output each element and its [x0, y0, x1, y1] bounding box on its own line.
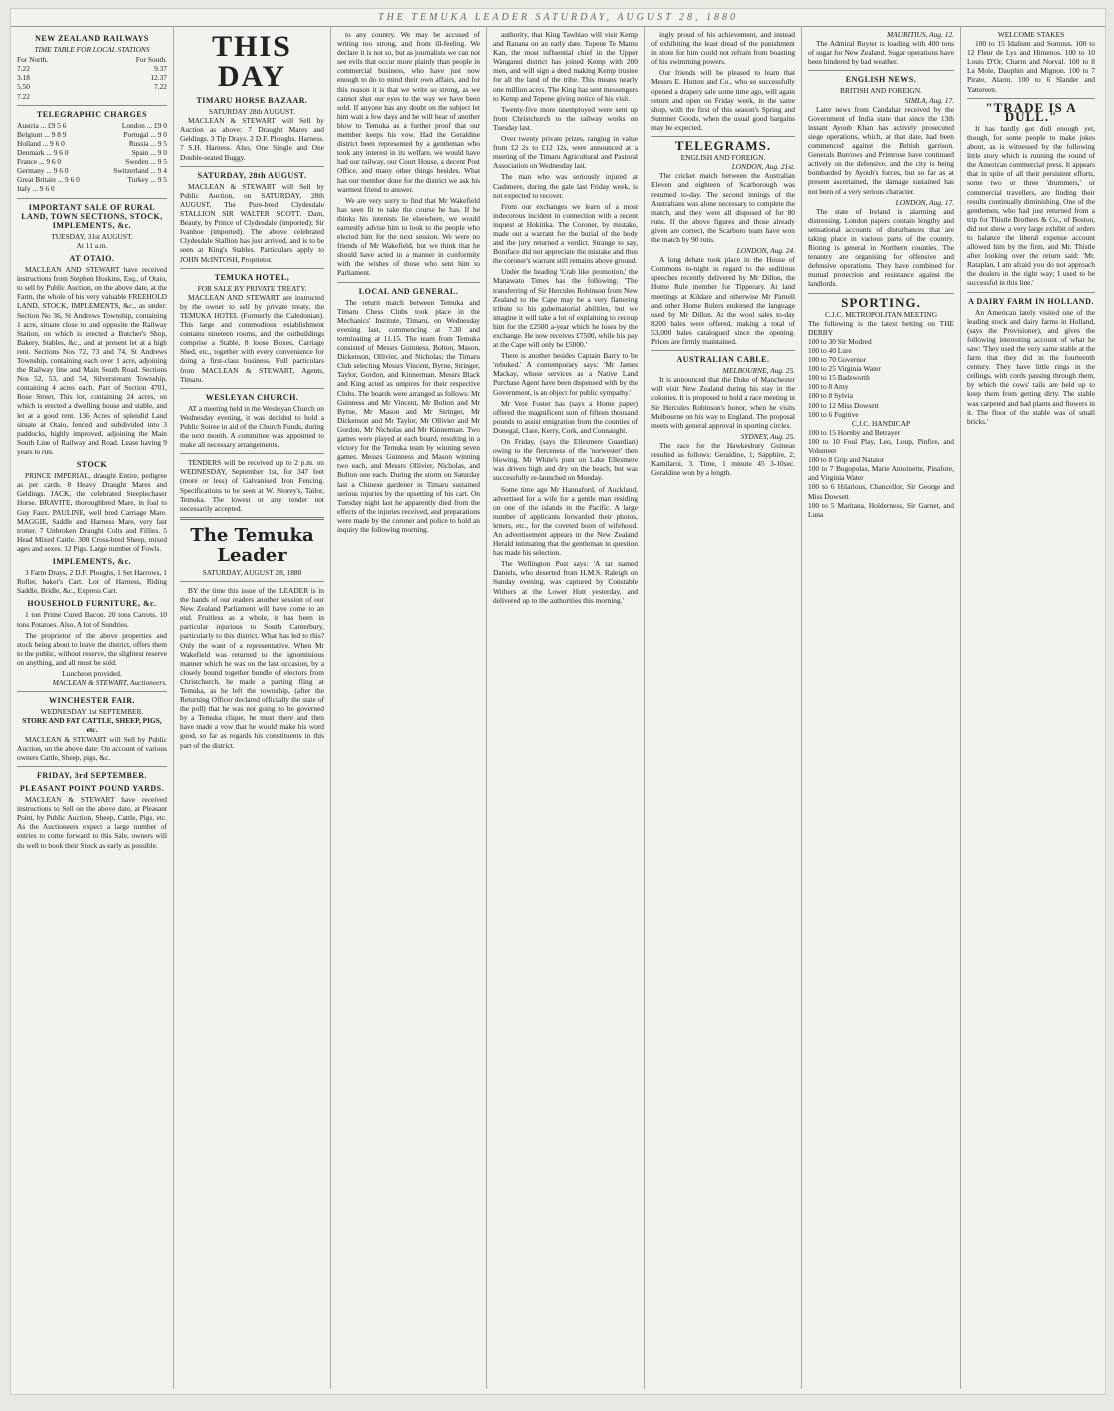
telegraph-row	[17, 166, 167, 175]
article-body: authority, that King Tawhiao will visit Kemp and Ranana on an early date. Topene Te Mamu Kan, the most influential chief in the Upper Wanganui district has joined Kemp with 200 men, and will sign a deed making Kemp trustee for all the land of the tribe. This means nearly one million acres. The King has sent messengers to Kemp and Topene giving notice of his visit.	[493, 30, 638, 103]
sporting-intro: The following is the latest betting on THE DERBY	[808, 318, 954, 337]
dateline: LONDON, Aug. 17.	[895, 197, 954, 207]
sporting-subtitle: C.J.C. METROPOLITAN MEETING	[824, 309, 938, 319]
rate: Holland ... 9 6 0	[17, 138, 65, 148]
column-3	[331, 27, 487, 1389]
stock-body: PRINCE IMPERIAL, draught Entire, pedigree as per cards. 8 Heavy Draught Mares and Geldings. JACK, the celebrated Steeplechaser Horse. BRAVITE, thoroughbred Mare, in foal to Guy Faux. PAULINE, well bred Carriage Mare. MAGGIE, Saddle and Harness Mare, very fast trotter. 7 Unbroken Draught Colts and Fillies. 5 Head Mixed Cattle. 300 Cross-bred Sheep, mixed ages and sexes. 12 Pigs. Large number of Fowls.	[17, 471, 167, 553]
telegraph-title: TELEGRAPHIC CHARGES	[36, 109, 148, 119]
luncheon-note: Luncheon provided.	[62, 669, 122, 678]
household-body: 1 ton Prime Cured Bacon. 20 tons Carrots. 10 tons Potatoes. Also, A lot of Sundries.	[17, 610, 167, 629]
column-7	[961, 27, 1101, 1389]
fair-date: WEDNESDAY 1st SEPTEMBER.	[40, 707, 144, 717]
divider	[17, 198, 167, 199]
trade-dull-body: It has hardly got dull enough yet, though, for some people to make jokes about, as is witnessed by the following little story which is running the round of the American commercial press. It appears that in spite of all their persistent efforts, some two or three 'drummers,' or commercial travellers, are finding their results continually diminishing. One of the gentlemen, who had just returned from a trip for Thistle Brothers & Co., of Boston, did not show a very large exhibit of orders to balance the liberal expense account allowed him by the firm, and Mr. Thistle after looking over the return said: 'Mr. Rataplan, I am afraid you do not approach the dealers in the right way; I used to be successful in this line.'	[967, 123, 1095, 288]
rate: Great Britain ... 9 6 0	[17, 175, 80, 185]
article-body: We are very sorry to find that Mr Wakefield has seen fit to take the course he has. If he thinks his interests lie elsewhere, we would earnestly advise him to look to the people who elected him for the next session. We were no friends of Mr Wakefield, but we think that he should have acted in a manner in conformity with the wishes of those who sent him to Parliament.	[337, 195, 480, 278]
pound-title: PLEASANT POINT POUND YARDS.	[19, 783, 165, 793]
time-south: 12.37	[150, 73, 167, 83]
divider	[337, 282, 480, 283]
dateline: MELBOURNE, Aug. 25.	[722, 366, 795, 376]
leader-body: BY the time this issue of the LEADER is in the hands of our readers another session of our New Zealand Parliament will have come to an end. Fruitless as a whole, it has been in particular injurious to South Canterbury, particularly to this district. What has led to this? Only the want of a representative. When Mr Wakefield was returned to the ignominious manner which he was on the last occasion, by a closely bound together bundle of electors from Christchurch, he made a parting fling at Temuka, as he left the township, (after the Returning Officer declared officially the state of the poll) that he was not going to be governed by a Temuka clique, he must there and then have made a vow that he would make his word good, so far as regards his constituents in this part of the district.	[180, 585, 324, 750]
news-body: Later news from Candahar received by the Government of India state that since the 13th instant Ayoub Khan has actively prosecuted siege operations, which, at that date, had been commenced against the British garrison. Generals Burrows and Primrose have continued actively on the defensive, and the city is being bombarded by Ayoub's forces, but so far as at present ascertained, the damage sustained has not been of a very serious character.	[808, 104, 954, 196]
article-body: to any country. We may be accused of writing too strong, and from ill-feeling. We declare it is not so, but as journalists we can not see evils that occur more plainly than people in commercial business, who have just now enough to do to mind their own affairs, and for this reason it is that we write so strong, as we cannot shut our eyes to the way we have been sold. If anyone has any doubt on the subject let him wait a few days and he will hear of another blow to Temuka as a further proof that our member keeps his vow. Had the Geraldine district been represented by a gentleman who took any interest in its welfare, we would have had our railway, our Court House, a decent Post Office, and many other things besides. What has our member done for the district we ask his warmest friend to answer.	[337, 30, 480, 194]
fair-subtitle: STORE AND FAT CATTLE, SHEEP, PIGS, etc.	[22, 716, 162, 735]
dateline: LONDON, Aug. 21st.	[731, 162, 795, 172]
rate: Spain ... 9 0	[131, 148, 167, 158]
divider	[17, 766, 167, 767]
welcome-stakes-body: 100 to 15 Idalium and Somnus. 100 to 12 Fleur de Lys and Himenos. 100 to 10 Louis D'Or, Charm and Norval. 100 to 8 La Mole, Dauphin and Mignon. 100 to 7 Pirate, Alarm. 100 to 6 Slander and Yattereen.	[967, 39, 1095, 94]
divider	[17, 105, 167, 106]
local-general-title: LOCAL AND GENERAL.	[358, 286, 459, 296]
telegraph-row	[17, 184, 167, 193]
divider	[180, 166, 324, 167]
betting-line: 100 to 25 Virginia Water	[808, 364, 881, 374]
article-body: Mr Vere Foster has (says a Home paper) offered the magnificent sum of fifteen thousand pounds to assist emigration from the counties of Donegal, Clare, Kerry, Cork, and Connaught.	[493, 398, 638, 435]
telegraph-row	[17, 148, 167, 157]
article-body: On Friday, (says the Ellesmere Guardian) owing to the fierceness of the 'norwester' then blowing, Mr White's punt on Lake Ellesmere was driven high and dry on the beach, but was successfully re-launched on Monday.	[493, 437, 638, 483]
dateline: SIMLA, Aug. 17.	[904, 95, 954, 105]
implements-body: 3 Farm Drays, 2 D.F. Ploughs, 1 Set Harrows, 1 Roller, baker's Cart. Lot of Harness, Riding Saddle, Bridle, &c., Express Cart.	[17, 568, 167, 596]
dateline: LONDON, Aug. 24.	[736, 246, 795, 256]
article-body: ingly proud of his achievement, and instead of exhibiting the least dread of the punishment in store for him could not refrain from boasting of his swimming powers.	[651, 30, 795, 67]
times-north-head: For North.	[17, 55, 49, 65]
divider	[180, 388, 324, 389]
rate: Denmark ... 9 6 0	[17, 148, 69, 158]
betting-line: 100 to 6 Hilarious, Chancellor, Sir George and Miss Dowsett	[808, 482, 954, 501]
divider	[808, 293, 954, 294]
betting-line: 100 to 7 Bugopolas, Marie Antoinette, Pinafore, and Virginia Water	[808, 464, 954, 483]
column-1	[11, 27, 174, 1389]
telegram-body: The cricket match between the Australian Eleven and eighteen of Scarborough was resumed to-day. The second innings of the Australians was alone necessary to complete the match, and they were all disposed of for 80 runs. If the above figures and those already given are correct, the Scarboro team have won the match by 90 runs.	[651, 171, 795, 244]
telegraph-row	[17, 175, 167, 184]
bazaar-ad: MACLEAN & STEWART will Sell by Auction as above: 7 Draught Mares and Geldings. 3 Tip Drays. 2 D.F. Ploughs. Harness. 7 S.H. Harness. Also, One Single and One Double-seated Buggy.	[180, 116, 324, 162]
time-north: 5.50	[17, 82, 30, 92]
rate: Russia ... 9 5	[128, 138, 167, 148]
stallion-date: SATURDAY, 28th AUGUST.	[197, 170, 307, 180]
page-masthead: THE TEMUKA LEADER SATURDAY, AUGUST 28, 1880	[11, 9, 1105, 27]
betting-line: 100 to 5 Maritana, Holderness, Sir Garnet, and Luna	[808, 500, 954, 519]
telegraph-row	[17, 130, 167, 139]
handicap-title: C.J.C. HANDICAP	[851, 418, 911, 428]
rate: Austria ... £9 5 6	[17, 120, 67, 130]
betting-line: 100 to 15 Badsworth	[808, 373, 870, 383]
divider	[180, 517, 324, 520]
cable-body: The race for the Hawkesbury Guineas resulted as follows: Geraldine, 1; Sapphire, 2; Kamilaroi, 3. Time, 1 minute 45 3-10sec. Geraldine won by a length.	[651, 440, 795, 478]
betting-line: 100 to 15 Hornby and Betrayer	[808, 427, 901, 437]
cable-body: It is announced that the Duke of Manchester will visit New Zealand during his stay in the colonies. It is proposed to hold a race meeting in Sir Hercules Robinson's honor, when he visits Melbourne on his way to England. The proposal meets with general approval in sporting circles.	[651, 375, 795, 430]
divider	[180, 453, 324, 454]
betting-line: 100 to 40 Lure	[808, 346, 852, 355]
rate: London ... £9 0	[121, 120, 167, 130]
handicap-list	[808, 428, 954, 519]
friday-date: FRIDAY, 3rd SEPTEMBER.	[37, 770, 147, 780]
article-body: Our friends will be pleased to learn that Messrs E. Hutton and Co., who so successfully opened a drapery sale some time ago, will again return and open on Friday week, in the same shop, with the first of this season's Spring and Summer Goods, when the usual good bargains may be expected.	[651, 68, 795, 132]
fair-title: WINCHESTER FAIR.	[48, 696, 136, 706]
column-5	[645, 27, 802, 1389]
telegraph-row	[17, 139, 167, 148]
column-2	[174, 27, 331, 1389]
columns	[11, 27, 1105, 1389]
divider	[651, 350, 795, 351]
betting-line: 100 to 8 Sylvia	[808, 391, 853, 401]
time-south: 9.37	[154, 64, 167, 74]
rate: Portugal ... 9 0	[123, 129, 167, 139]
times-south-head: For South.	[135, 55, 167, 65]
stallion-ad: MACLEAN & STEWART will Sell by Public Auction, on SATURDAY, 28th AUGUST, The Pure-bred Clydesdale STALLION SIR WALTER SCOTT. Dam, Beauty, by Prince of Clydesdale (imported); Sir Ivanhoe (imported). The above celebrated Clydesdale Stallion has just arrived, and is to be seen at King's Stables. Particulars apply to JOHN McINTOSH, Proprietor.	[180, 181, 324, 264]
divider	[808, 70, 954, 71]
sporting-title: SPORTING.	[841, 294, 921, 310]
railways-title: NEW ZEALAND RAILWAYS	[35, 34, 149, 43]
times-south	[136, 55, 167, 100]
betting-line: 100 to 70 Governor	[808, 355, 867, 365]
rate: Sweden ... 9 5	[125, 157, 167, 167]
dairy-farm-body: An American lately visited one of the leading stock and dairy farms in Holland, (says the Provisioner), and gives the following interesting account of what he saw: 'They used the very same stable at the farm that they did in the fourteenth century. They have little rings in the ceilings, with cords passing through them, by which the cows' tails are held up to keep them from getting dirty. The stable was carpeted and had plants and flowers in it. The floor of the stable was of small bricks.'	[967, 307, 1095, 426]
fair-body: MACLEAN & STEWART will Sell by Public Auction, on the above date: On account of various owners Cattle, Sheep, pigs, &c.	[17, 734, 167, 762]
divider	[967, 98, 1095, 99]
divider	[180, 268, 324, 269]
rate: Belgium ... 9 8 9	[17, 129, 67, 139]
betting-line: 100 to 12 Miss Dowsett	[808, 400, 879, 410]
bazaar-date: SATURDAY 28th AUGUST.	[208, 107, 296, 117]
article-body: Some time ago Mr Hannaford, of Auckland, advertised for a wife for a gentle man residing on one of the islands in the Pacific. A large number of applicants forwarded their photos, letters, etc., for the coveted boon of wifehood. An advertisement appears in the New Zealand Herald intimating that the gentleman in question has made his selection.	[493, 484, 638, 558]
hotel-title: TEMUKA HOTEL,	[214, 272, 290, 282]
sale-body: MACLEAN AND STEWART have received instructions from Stephen Hoskins, Esq., of Otaio, to sell by Public Auction, on the above date, at the Farm, the whole of his very valuable FREEHOLD LAND, STOCK, IMPLEMENTS, &c., as under: Section No 36, St Andrews Township, containing 1 acre, situate close to and opposite the Railway Station, on which is erected a Butcher's Shop, Bakery, Stables, &c., and at present let at a high rent. Sections Nos 72, 73 and 74, St Andrews Township, containing each over 1 acre, adjoining the Railway line and Main South Road. Sections Nos 52, 53, and 54, Silverstream Township, containing 4 acres each. Part of Section 4701, Rose Street, This lot, containing 24 acres, on which is erected a dwelling house and stable, and let at a good rent. 136 Acres of splendid Land situate at Otaio, fenced and subdivided into 3 paddocks, highly improved, adjoining the Main South Line of Railway and Road. Lease having 9 years to run.	[17, 265, 167, 456]
sale-title: IMPORTANT SALE OF RURAL LAND, TOWN SECTIONS, STOCK, IMPLEMENTS, &c.	[21, 202, 163, 230]
stock-title: STOCK	[76, 460, 108, 470]
betting-line: 100 to 30 Sir Modred	[808, 336, 872, 346]
household-note: The proprietor of the above properties and stock being about to leave the district, offers them to the public, without reserve, the slightest reserve on anything, and all must be sold.	[17, 630, 167, 667]
divider	[17, 691, 167, 692]
time-north: 7.22	[17, 91, 30, 101]
english-news-title: ENGLISH NEWS.	[845, 75, 917, 85]
auctioneer-signature: MACLEAN & STEWART, Auctioneers.	[52, 678, 167, 688]
bazaar-title: TIMARU HORSE BAZAAR.	[196, 96, 308, 105]
english-news-subtitle: BRITISH AND FOREIGN.	[840, 86, 922, 96]
dateline: MAURITIUS, Aug. 12.	[887, 30, 954, 39]
hotel-body: MACLEAN AND STEWART are instructed by the owner to sell by private treaty, the TEMUKA HOTEL (Formerly the Caledonian). This large and commodious establishment contains nineteen rooms, and the outbuildings comprise a Stable, 8 loose Boxes, Carriage Shed, etc., together with every convenience for doing a first-class business. Full particulars from MACLEAN & STEWART, Agents, Timaru.	[180, 292, 324, 384]
telegraph-table	[17, 121, 167, 194]
telegraph-row	[17, 121, 167, 130]
local-general-body: The return match between Temuka and Timaru Chess Clubs took place in the Mechanics' Institute, Timaru, on Wednesday evening last, commencing at 7.30 and terminating at 11.15. The team from Temuka consisted of Messrs Guinness, Bolton, Mason, Dickenson, Ollivier, and Nicholas; the Timaru Club selecting Messrs Vincent, Byrne, Stringer, Taylor, Gordon, and Kinnerman. Messrs Black and King acted as umpires for their respective Clubs. The boards were arranged as follows: Mr Guinness and Mr Vincent, Mr Bolton and Mr Byrne, Mr Mason and Mr Stringer, Mr Dickenson and Mr Taylor, Mr Ollivier and Mr Gordon, Mr Nicholas and Mr Kinnerman. Two games were played at each board, resulting in a victory for the Temuka team by winning seven games. Messrs Guinness and Mason winning two each, and Messrs Ollivier, Nicholas, and Bolton one each. During the storm on Saturday last a Chinese gardener in Timaru sustained serious injuries by the upsetting of his cart. On Tuesday night last he apparently died from the effects of the injuries received, and preparations were made by the coroner and police to hold an inquiry the following morning.	[337, 297, 480, 534]
implements-title: IMPLEMENTS, &c.	[52, 556, 132, 566]
telegrams-title: TELEGRAMS.	[674, 138, 772, 154]
article-body: The man who was seriously injured at Cashmere, during the gale last Friday week, is not expected to recover.	[493, 172, 638, 200]
leader-title: The Temuka Leader	[190, 524, 314, 566]
time-north: 3.18	[17, 73, 30, 83]
household-title: HOUSEHOLD FURNITURE, &c.	[27, 599, 157, 609]
this-day-heading: THIS DAY	[212, 30, 292, 93]
rate: France ... 9 6 0	[17, 157, 62, 167]
telegram-body: A long debate took place in the House of Commons to-night in regard to the seditious speeches recently delivered by Mr Dillon, the Home Rule member for Tipperary. At land meetings at Kildare and otherwise Mr Parnell and other Home Rulers endorsed the language used by Mr Dillon. At the wool sales to-day 8200 bales were offered, making a total of 53,000 bales catalogued since the opening. Prices are firmly maintained.	[651, 255, 795, 346]
rate: Turkey ... 9 5	[127, 175, 167, 185]
church-body: AT a meeting held in the Wesleyan Church on Wednesday evening, it was decided to hold a Public Soiree in aid of the Church Funds, during the next month. A committee was appointed to make all necessary arrangements.	[180, 403, 324, 450]
railways-subtitle: TIME TABLE FOR LOCAL STATIONS	[34, 45, 150, 55]
time-north: 7.22	[17, 64, 30, 74]
article-body: The Wellington Post says: 'A tar named Daniels, who deserted from H.M.S. Raleigh on Sunday evening, was captured by Constable Withers at the Lower Hutt yesterday, and delivered up to the authorities this morning.'	[493, 559, 638, 605]
divider	[651, 136, 795, 137]
divider	[180, 581, 324, 582]
article-body: Twenty-five more unemployed were sent up from Christchurch to the railway works on Tuesday last.	[493, 104, 638, 132]
betting-line: 100 to 10 Foul Play, Leo, Loup, Pinfire, and Volunteer	[808, 436, 954, 456]
betting-line: 100 to 8 Grip and Natator	[808, 455, 885, 465]
newspaper-page	[10, 8, 1106, 1395]
rate: Italy ... 9 6 0	[17, 184, 55, 194]
trade-dull-title: "TRADE IS A DULL."	[985, 99, 1077, 124]
telegrams-subtitle: ENGLISH AND FOREIGN.	[680, 153, 766, 163]
hotel-subtitle: FOR SALE BY PRIVATE TREATY.	[197, 283, 307, 293]
dateline: SYDNEY, Aug. 25.	[740, 431, 795, 441]
pound-body: MACLEAN & STEWART have received instructions to Sell on the above date, at Pleasant Point, by Public Auction, Sheep, Cattle, Pigs, etc. As the Auctioneers expect a large number of entries to come forward to this Sale, owners will do well to book their Stock as early as possible.	[17, 795, 167, 850]
column-4	[487, 27, 645, 1389]
tender-body: TENDERS will be received up to 2 p.m. on WEDNESDAY, September 1st, for 347 feet (more or less) of Galvanised Iron Fencing. Specifications to be seen at W. Storey's, Tailor, Temuka. The lowest or any tender not necessarily accepted.	[180, 458, 324, 513]
church-title: WESLEYAN CHURCH.	[205, 392, 299, 402]
dairy-farm-title: A DAIRY FARM IN HOLLAND.	[968, 296, 1094, 306]
times-north	[17, 55, 48, 100]
leader-date: SATURDAY, AUGUST 28, 1880	[202, 567, 302, 577]
railway-times	[17, 55, 167, 100]
sale-time: At 11 a.m.	[76, 240, 108, 250]
cable-title: AUSTRALIAN CABLE.	[676, 355, 770, 365]
betting-line: 100 to 8 Amy	[808, 382, 849, 392]
news-body: The state of Ireland is alarming and distressing. London papers contain lengthy and sensational accounts of disturbances that are taking place in various parts of the country. Rioting is general in Northern counties. The tenantry are organising for offensive and defensive operations. They have combined for mutual protection and resistance against the landlords.	[808, 206, 954, 289]
betting-line: 100 to 6 Fugitive	[808, 409, 859, 419]
article-body: Under the heading 'Crab like promotion,' the Manawatu Times has the following: 'The transferring of Sir Hercules Robinson from New Zealand to the Cape may be a very flattering tribute to his gubernatorial abilities, but we imagine it will take a lot of explaining to recoup him for the £2500 a-year which he loses by the exchange. He now receives £7500, while his pay at the Cape will only be £5000.'	[493, 267, 638, 350]
telegram-body: The Admiral Ruyter is loading with 400 tons of sugar for New Zealand. Sugar operations have been hindered by bad weather.	[808, 39, 954, 67]
article-body: There is another besides Captain Barry to be 'rebuked.' A contemporary says: 'Mr James Mackay, whose services as a Native Land Purchase Agent have been dispensed with by the Government, is an object for public sympathy.'	[493, 351, 638, 397]
column-6	[802, 27, 961, 1389]
article-body: From our exchanges we learn of a most indecorous incident in connection with a recent inquest at Hokitika. The Coroner, by mistake, made out a warrant for the burial of the body and the jury returned a verdict. Strange to say, Boniface did not appreciate the mistake and thus the coroner's warrant still remains above ground.	[493, 201, 638, 266]
time-south: 7.22	[154, 82, 167, 92]
divider	[967, 292, 1095, 293]
rate: Switzerland ... 9 4	[113, 166, 167, 176]
rate: Germany ... 9 6 0	[17, 166, 69, 176]
sale-date: TUESDAY, 31st AUGUST.	[51, 231, 133, 241]
sale-place: AT OTAIO.	[69, 253, 115, 263]
telegraph-row	[17, 157, 167, 166]
article-body: Over twenty private prizes, ranging in value from £2 2s to £12 12s, were announced at a meeting of the Timaru Agricultural and Pastoral Association on Wednesday last.	[493, 134, 638, 171]
betting-list	[808, 337, 954, 419]
welcome-stakes-title: WELCOME STAKES	[997, 30, 1065, 39]
